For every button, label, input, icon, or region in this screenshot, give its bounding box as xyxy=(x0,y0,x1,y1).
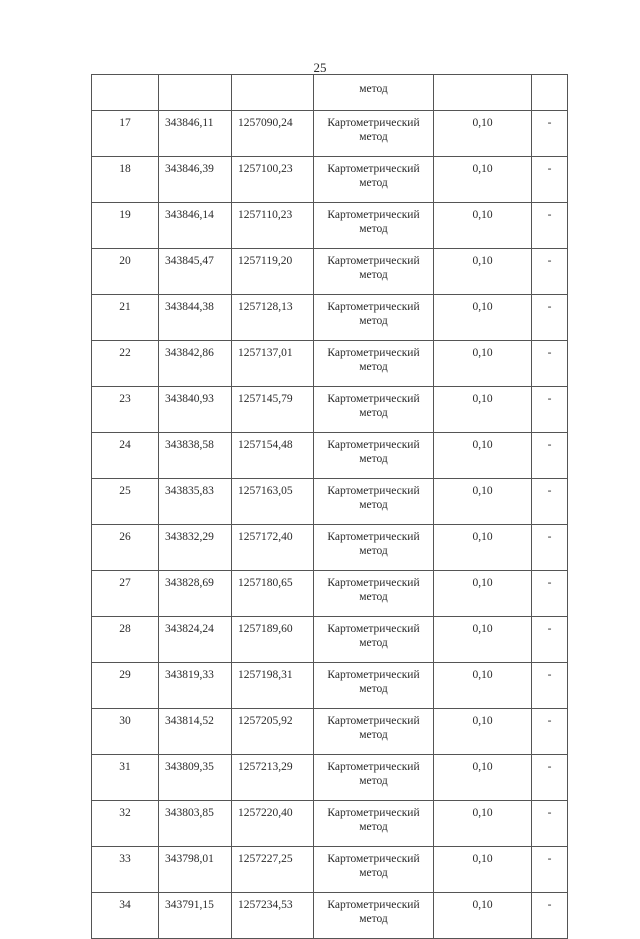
cell-x-coordinate: 343835,83 xyxy=(159,479,232,525)
method-line-1: Картометрический xyxy=(327,807,420,819)
cell-precision: 0,10 xyxy=(434,387,532,433)
method-line-2: метод xyxy=(359,591,388,603)
cell-y-coordinate: 1257205,92 xyxy=(232,709,314,755)
cell-point-number: 31 xyxy=(92,755,159,801)
method-line-2: метод xyxy=(359,223,388,235)
cell-y-coordinate: 1257163,05 xyxy=(232,479,314,525)
cell-method xyxy=(314,157,434,203)
table-row xyxy=(92,203,568,249)
cell-precision: 0,10 xyxy=(434,847,532,893)
table-row xyxy=(92,111,568,157)
cell-note: - xyxy=(532,801,568,847)
method-line-2: метод xyxy=(359,729,388,741)
cell-empty xyxy=(232,75,314,111)
cell-y-coordinate: 1257198,31 xyxy=(232,663,314,709)
method-line-2: метод xyxy=(359,269,388,281)
cell-y-coordinate: 1257213,29 xyxy=(232,755,314,801)
cell-y-coordinate: 1257180,65 xyxy=(232,571,314,617)
method-line-2: метод xyxy=(359,867,388,879)
method-line-1: Картометрический xyxy=(327,531,420,543)
cell-note: - xyxy=(532,203,568,249)
method-line-2: метод xyxy=(359,545,388,557)
method-line-1: Картометрический xyxy=(327,117,420,129)
cell-method xyxy=(314,295,434,341)
cell-x-coordinate: 343844,38 xyxy=(159,295,232,341)
cell-x-coordinate: 343828,69 xyxy=(159,571,232,617)
cell-precision: 0,10 xyxy=(434,295,532,341)
cell-point-number: 33 xyxy=(92,847,159,893)
cell-precision: 0,10 xyxy=(434,755,532,801)
table-row xyxy=(92,249,568,295)
method-line-1: Картометрический xyxy=(327,485,420,497)
method-line-2: метод xyxy=(359,821,388,833)
cell-method xyxy=(314,663,434,709)
method-line-1: Картометрический xyxy=(327,715,420,727)
cell-note: - xyxy=(532,479,568,525)
cell-note: - xyxy=(532,387,568,433)
cell-y-coordinate: 1257100,23 xyxy=(232,157,314,203)
method-line-2: метод xyxy=(359,315,388,327)
cell-point-number: 28 xyxy=(92,617,159,663)
cell-y-coordinate: 1257110,23 xyxy=(232,203,314,249)
cell-x-coordinate: 343840,93 xyxy=(159,387,232,433)
cell-point-number: 20 xyxy=(92,249,159,295)
cell-point-number: 30 xyxy=(92,709,159,755)
table-row xyxy=(92,157,568,203)
method-line-1: Картометрический xyxy=(327,577,420,589)
cell-point-number: 19 xyxy=(92,203,159,249)
cell-x-coordinate: 343814,52 xyxy=(159,709,232,755)
cell-method xyxy=(314,433,434,479)
cell-y-coordinate: 1257128,13 xyxy=(232,295,314,341)
cell-x-coordinate: 343819,33 xyxy=(159,663,232,709)
cell-y-coordinate: 1257172,40 xyxy=(232,525,314,571)
table-row xyxy=(92,387,568,433)
cell-point-number: 32 xyxy=(92,801,159,847)
method-line-2: метод xyxy=(359,361,388,373)
cell-y-coordinate: 1257220,40 xyxy=(232,801,314,847)
cell-precision: 0,10 xyxy=(434,341,532,387)
method-line-1: Картометрический xyxy=(327,209,420,221)
cell-precision: 0,10 xyxy=(434,249,532,295)
method-line-1: Картометрический xyxy=(327,393,420,405)
method-line-1: Картометрический xyxy=(327,853,420,865)
method-line-2: метод xyxy=(359,177,388,189)
cell-y-coordinate: 1257145,79 xyxy=(232,387,314,433)
cell-note: - xyxy=(532,847,568,893)
cell-precision: 0,10 xyxy=(434,111,532,157)
cell-method xyxy=(314,847,434,893)
cell-method xyxy=(314,203,434,249)
cell-x-coordinate: 343846,11 xyxy=(159,111,232,157)
cell-x-coordinate: 343842,86 xyxy=(159,341,232,387)
method-line-1: Картометрический xyxy=(327,301,420,313)
cell-method xyxy=(314,249,434,295)
cell-point-number: 24 xyxy=(92,433,159,479)
cell-y-coordinate: 1257189,60 xyxy=(232,617,314,663)
cell-precision: 0,10 xyxy=(434,893,532,939)
cell-x-coordinate: 343803,85 xyxy=(159,801,232,847)
cell-x-coordinate: 343832,29 xyxy=(159,525,232,571)
cell-x-coordinate: 343809,35 xyxy=(159,755,232,801)
cell-precision: 0,10 xyxy=(434,157,532,203)
table-row xyxy=(92,295,568,341)
cell-precision: 0,10 xyxy=(434,433,532,479)
method-line-1: Картометрический xyxy=(327,163,420,175)
cell-method xyxy=(314,893,434,939)
table-row xyxy=(92,755,568,801)
table-row xyxy=(92,801,568,847)
method-line-2: метод xyxy=(359,131,388,143)
cell-note: - xyxy=(532,295,568,341)
cell-method xyxy=(314,617,434,663)
method-line-2: метод xyxy=(359,683,388,695)
cell-note: - xyxy=(532,663,568,709)
cell-precision: 0,10 xyxy=(434,203,532,249)
cell-note: - xyxy=(532,525,568,571)
cell-method xyxy=(314,525,434,571)
method-line-2: метод xyxy=(359,637,388,649)
cell-precision: 0,10 xyxy=(434,617,532,663)
cell-note: - xyxy=(532,571,568,617)
cell-method xyxy=(314,709,434,755)
table-row xyxy=(92,663,568,709)
cell-y-coordinate: 1257119,20 xyxy=(232,249,314,295)
cell-method xyxy=(314,479,434,525)
table-row xyxy=(92,847,568,893)
cell-point-number: 26 xyxy=(92,525,159,571)
method-line-1: Картометрический xyxy=(327,623,420,635)
cell-method-continued: метод xyxy=(314,75,434,111)
table-row xyxy=(92,433,568,479)
cell-y-coordinate: 1257227,25 xyxy=(232,847,314,893)
cell-method xyxy=(314,111,434,157)
cell-x-coordinate: 343845,47 xyxy=(159,249,232,295)
table-row xyxy=(92,341,568,387)
method-line-1: Картометрический xyxy=(327,761,420,773)
cell-note: - xyxy=(532,249,568,295)
cell-x-coordinate: 343846,14 xyxy=(159,203,232,249)
cell-precision: 0,10 xyxy=(434,571,532,617)
cell-point-number: 23 xyxy=(92,387,159,433)
cell-method xyxy=(314,801,434,847)
method-line-1: Картометрический xyxy=(327,347,420,359)
cell-method xyxy=(314,755,434,801)
table-row xyxy=(92,617,568,663)
cell-note: - xyxy=(532,433,568,479)
cell-note: - xyxy=(532,617,568,663)
method-line-2: метод xyxy=(359,453,388,465)
cell-method xyxy=(314,571,434,617)
cell-precision: 0,10 xyxy=(434,801,532,847)
method-line-1: Картометрический xyxy=(327,439,420,451)
cell-point-number: 25 xyxy=(92,479,159,525)
cell-point-number: 21 xyxy=(92,295,159,341)
cell-x-coordinate: 343798,01 xyxy=(159,847,232,893)
cell-precision: 0,10 xyxy=(434,709,532,755)
cell-note: - xyxy=(532,755,568,801)
cell-empty xyxy=(159,75,232,111)
cell-point-number: 34 xyxy=(92,893,159,939)
method-line-1: Картометрический xyxy=(327,255,420,267)
cell-point-number: 17 xyxy=(92,111,159,157)
cell-point-number: 27 xyxy=(92,571,159,617)
method-line-1: Картометрический xyxy=(327,899,420,911)
cell-y-coordinate: 1257154,48 xyxy=(232,433,314,479)
cell-note: - xyxy=(532,341,568,387)
method-line-2: метод xyxy=(359,775,388,787)
cell-x-coordinate: 343846,39 xyxy=(159,157,232,203)
cell-x-coordinate: 343791,15 xyxy=(159,893,232,939)
table-row xyxy=(92,479,568,525)
method-line-2: метод xyxy=(359,913,388,925)
cell-precision: 0,10 xyxy=(434,525,532,571)
cell-y-coordinate: 1257090,24 xyxy=(232,111,314,157)
cell-y-coordinate: 1257234,53 xyxy=(232,893,314,939)
cell-precision: 0,10 xyxy=(434,479,532,525)
page-number: 25 xyxy=(313,60,327,75)
coordinates-table xyxy=(91,74,568,939)
cell-point-number: 29 xyxy=(92,663,159,709)
cell-point-number: 18 xyxy=(92,157,159,203)
table-row xyxy=(92,893,568,939)
method-line-1: Картометрический xyxy=(327,669,420,681)
method-line-2: метод xyxy=(359,407,388,419)
table-row xyxy=(92,709,568,755)
cell-point-number: 22 xyxy=(92,341,159,387)
cell-note: - xyxy=(532,893,568,939)
cell-x-coordinate: 343824,24 xyxy=(159,617,232,663)
cell-y-coordinate: 1257137,01 xyxy=(232,341,314,387)
cell-note: - xyxy=(532,111,568,157)
table-row xyxy=(92,525,568,571)
cell-method xyxy=(314,387,434,433)
cell-method xyxy=(314,341,434,387)
cell-empty xyxy=(532,75,568,111)
method-line-2: метод xyxy=(359,499,388,511)
cell-x-coordinate: 343838,58 xyxy=(159,433,232,479)
cell-note: - xyxy=(532,157,568,203)
continued-row xyxy=(92,75,568,111)
cell-empty xyxy=(92,75,159,111)
cell-note: - xyxy=(532,709,568,755)
table-row xyxy=(92,571,568,617)
cell-precision: 0,10 xyxy=(434,663,532,709)
cell-empty xyxy=(434,75,532,111)
